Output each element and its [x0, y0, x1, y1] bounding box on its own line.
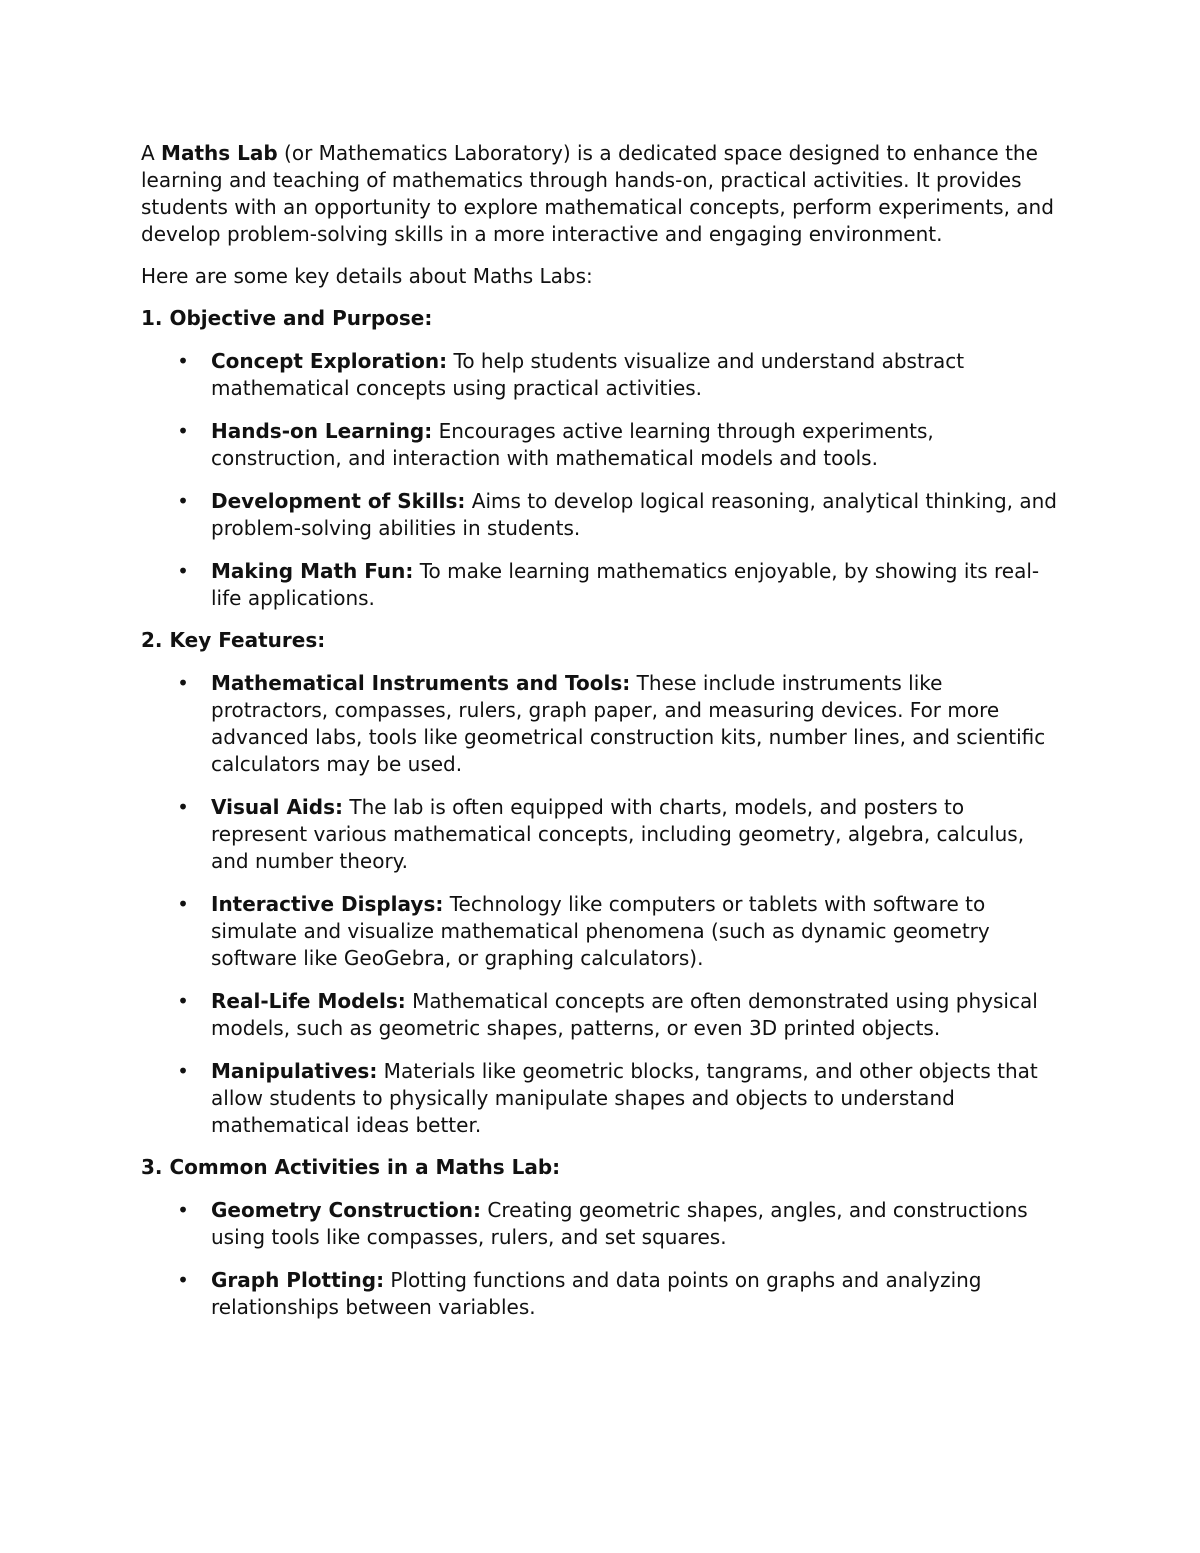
list-item	[141, 670, 1061, 778]
bullet-icon: •	[177, 489, 189, 513]
bullet-icon: •	[177, 892, 189, 916]
list-item	[141, 988, 1061, 1042]
item-term: Concept Exploration:	[211, 349, 448, 373]
list-item	[141, 418, 1061, 472]
intro-text-after: (or Mathematics Laboratory) is a dedicated space designed to enhance the learning and teaching of mathematics through hands-on, practical activities. It provides students with an opportunity to explore mathematical concepts, perform experiments, and develop problem-solving skills in a more interactive and engaging environment.	[141, 141, 1054, 246]
list-item	[141, 558, 1061, 612]
item-text: The lab is often equipped with charts, models, and posters to represent various mathematical concepts, including geometry, algebra, calculus, and number theory.	[211, 795, 1025, 873]
bullet-icon: •	[177, 1268, 189, 1292]
section-heading: 1. Objective and Purpose:	[141, 306, 433, 330]
item-text: Mathematical concepts are often demonstrated using physical models, such as geometric shapes, patterns, or even 3D printed objects.	[211, 989, 1038, 1040]
item-text: To make learning mathematics enjoyable, by showing its real-life applications.	[211, 559, 1040, 610]
list-item	[141, 348, 1061, 402]
document-page	[141, 140, 1061, 1336]
item-term: Graph Plotting:	[211, 1268, 385, 1292]
item-text: Creating geometric shapes, angles, and constructions using tools like compasses, rulers, and set squares.	[211, 1198, 1028, 1249]
section-heading: 2. Key Features:	[141, 628, 326, 652]
item-text: These include instruments like protractors, compasses, rulers, graph paper, and measuring devices. For more advanced labs, tools like geometrical construction kits, number lines, and scientific calculators may be used.	[211, 671, 1046, 776]
bullet-icon: •	[177, 349, 189, 373]
section-heading: 3. Common Activities in a Maths Lab:	[141, 1155, 561, 1179]
item-term: Manipulatives:	[211, 1059, 378, 1083]
bullet-list	[141, 670, 1061, 1139]
bullet-icon: •	[177, 795, 189, 819]
item-text: Materials like geometric blocks, tangrams, and other objects that allow students to physically manipulate shapes and objects to understand mathematical ideas better.	[211, 1059, 1038, 1137]
bullet-icon: •	[177, 989, 189, 1013]
intro-bold-term: Maths Lab	[161, 141, 278, 165]
item-text: Aims to develop logical reasoning, analytical thinking, and problem-solving abilities in students.	[211, 489, 1057, 540]
intro-paragraph	[141, 140, 1061, 248]
item-term: Real-Life Models:	[211, 989, 406, 1013]
bullet-icon: •	[177, 671, 189, 695]
item-text: Plotting functions and data points on graphs and analyzing relationships between variables.	[211, 1268, 982, 1319]
item-term: Development of Skills:	[211, 489, 466, 513]
list-item	[141, 488, 1061, 542]
item-text: Encourages active learning through experiments, construction, and interaction with mathematical models and tools.	[211, 419, 934, 470]
bullet-icon: •	[177, 419, 189, 443]
bullet-list	[141, 348, 1061, 612]
bullet-icon: •	[177, 1059, 189, 1083]
list-item	[141, 1197, 1061, 1251]
item-term: Making Math Fun:	[211, 559, 414, 583]
item-term: Visual Aids:	[211, 795, 343, 819]
item-term: Geometry Construction:	[211, 1198, 482, 1222]
bullet-list	[141, 1197, 1061, 1321]
list-item	[141, 794, 1061, 875]
list-item	[141, 891, 1061, 972]
item-term: Interactive Displays:	[211, 892, 444, 916]
list-item	[141, 1267, 1061, 1321]
item-term: Mathematical Instruments and Tools:	[211, 671, 631, 695]
item-term: Hands-on Learning:	[211, 419, 433, 443]
bullet-icon: •	[177, 559, 189, 583]
intro-text-before: A	[141, 141, 162, 165]
item-text: To help students visualize and understand abstract mathematical concepts using practical activities.	[211, 349, 965, 400]
item-text: Technology like computers or tablets with software to simulate and visualize mathematical phenomena (such as dynamic geometry software like GeoGebra, or graphing calculators).	[211, 892, 990, 970]
lead-paragraph: Here are some key details about Maths Labs:	[141, 264, 593, 288]
bullet-icon: •	[177, 1198, 189, 1222]
list-item	[141, 1058, 1061, 1139]
